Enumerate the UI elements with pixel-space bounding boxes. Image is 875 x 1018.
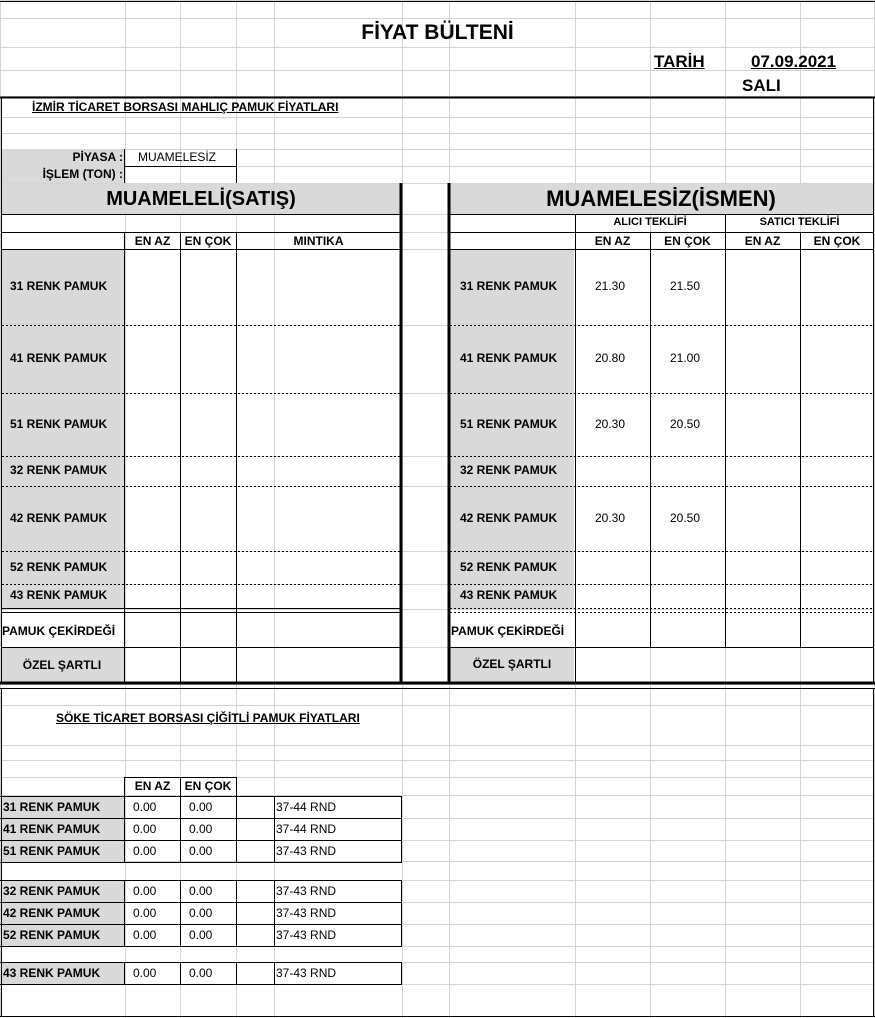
soke-en-az-value: 0.00 — [133, 822, 157, 836]
soke-en-az-value: 0.00 — [133, 906, 157, 920]
alici-en-az-header: EN AZ — [594, 234, 631, 248]
soke-en-az-value: 0.00 — [133, 884, 157, 898]
left-en-az-header: EN AZ — [134, 234, 171, 248]
left-row-label: 52 RENK PAMUK — [10, 560, 108, 574]
soke-row-label: 32 RENK PAMUK — [3, 884, 101, 898]
soke-heading: SÖKE TİCARET BORSASI ÇİĞİTLİ PAMUK FİYATLARI — [56, 711, 360, 725]
soke-en-az-value: 0.00 — [133, 844, 157, 858]
soke-en-cok-value: 0.00 — [189, 844, 213, 858]
satici-en-cok-header: EN ÇOK — [813, 234, 861, 248]
satici-teklifi-header: SATICI TEKLİFİ — [759, 216, 840, 228]
left-row-label: 31 RENK PAMUK — [10, 279, 108, 293]
left-row-label: 42 RENK PAMUK — [10, 511, 108, 525]
alici-en-az-value: 20.30 — [594, 417, 626, 431]
soke-en-cok-value: 0.00 — [189, 800, 213, 814]
mintika-header: MINTIKA — [293, 234, 344, 248]
soke-en-cok-value: 0.00 — [189, 928, 213, 942]
alici-en-cok-value: 20.50 — [669, 511, 701, 525]
islem-label: İŞLEM (TON) : — [42, 167, 123, 181]
soke-row-label: 52 RENK PAMUK — [3, 928, 101, 942]
soke-en-cok-value: 0.00 — [189, 966, 213, 980]
alici-en-az-value: 20.30 — [594, 511, 626, 525]
piyasa-label: PİYASA : — [72, 150, 123, 164]
right-ozel-label: ÖZEL ŞARTLI — [472, 657, 552, 671]
alici-en-cok-header: EN ÇOK — [664, 234, 711, 248]
soke-en-az-header: EN AZ — [134, 779, 171, 793]
left-row-label: 51 RENK PAMUK — [10, 417, 108, 431]
soke-row-label: 42 RENK PAMUK — [3, 906, 101, 920]
left-en-cok-header: EN ÇOK — [184, 234, 232, 248]
soke-row-label: 51 RENK PAMUK — [3, 844, 101, 858]
soke-en-az-value: 0.00 — [133, 966, 157, 980]
soke-en-cok-value: 0.00 — [189, 822, 213, 836]
left-row-label: 32 RENK PAMUK — [10, 463, 108, 477]
left-row-label: 43 RENK PAMUK — [10, 588, 108, 602]
soke-rnd-value: 37-43 RND — [276, 884, 337, 898]
right-cekirdek-label: PAMUK ÇEKİRDEĞİ — [451, 624, 565, 638]
right-row-label: 52 RENK PAMUK — [460, 560, 558, 574]
right-row-label: 32 RENK PAMUK — [460, 463, 558, 477]
left-cekirdek-label: PAMUK ÇEKİRDEĞİ — [2, 624, 116, 638]
page-title: FİYAT BÜLTENİ — [361, 21, 514, 44]
soke-en-cok-header: EN ÇOK — [184, 779, 232, 793]
right-panel-title: MUAMELESİZ(İSMEN) — [546, 186, 776, 211]
alici-teklifi-header: ALICI TEKLİFİ — [613, 216, 687, 228]
right-row-label: 42 RENK PAMUK — [460, 511, 558, 525]
soke-row-label: 41 RENK PAMUK — [3, 822, 101, 836]
left-ozel-label: ÖZEL ŞARTLI — [22, 658, 102, 672]
alici-en-az-value: 21.30 — [594, 279, 626, 293]
satici-en-az-header: EN AZ — [744, 234, 781, 248]
right-row-label: 51 RENK PAMUK — [460, 417, 558, 431]
soke-row-label: 43 RENK PAMUK — [3, 966, 101, 980]
soke-rnd-value: 37-44 RND — [276, 822, 337, 836]
soke-rnd-value: 37-44 RND — [276, 800, 337, 814]
alici-en-cok-value: 21.50 — [669, 279, 701, 293]
day-name: SALI — [742, 76, 781, 95]
alici-en-cok-value: 20.50 — [669, 417, 701, 431]
soke-rnd-value: 37-43 RND — [276, 966, 337, 980]
soke-en-cok-value: 0.00 — [189, 906, 213, 920]
left-row-label: 41 RENK PAMUK — [10, 351, 108, 365]
right-row-label: 41 RENK PAMUK — [460, 351, 558, 365]
soke-en-az-value: 0.00 — [133, 800, 157, 814]
alici-en-cok-value: 21.00 — [669, 351, 701, 365]
left-panel-title: MUAMELELİ(SATIŞ) — [106, 188, 296, 210]
soke-rnd-value: 37-43 RND — [276, 844, 337, 858]
soke-en-az-value: 0.00 — [133, 928, 157, 942]
right-row-label: 31 RENK PAMUK — [460, 279, 558, 293]
date-label: TARİH — [654, 52, 705, 71]
izmir-heading: İZMİR TİCARET BORSASI MAHLIÇ PAMUK FİYATLARI — [32, 100, 339, 114]
soke-en-cok-value: 0.00 — [189, 884, 213, 898]
soke-row-label: 31 RENK PAMUK — [3, 800, 101, 814]
soke-rnd-value: 37-43 RND — [276, 906, 337, 920]
soke-rnd-value: 37-43 RND — [276, 928, 337, 942]
date-value: 07.09.2021 — [751, 52, 837, 71]
right-row-label: 43 RENK PAMUK — [460, 588, 558, 602]
piyasa-value: MUAMELESİZ — [138, 150, 217, 164]
alici-en-az-value: 20.80 — [594, 351, 626, 365]
